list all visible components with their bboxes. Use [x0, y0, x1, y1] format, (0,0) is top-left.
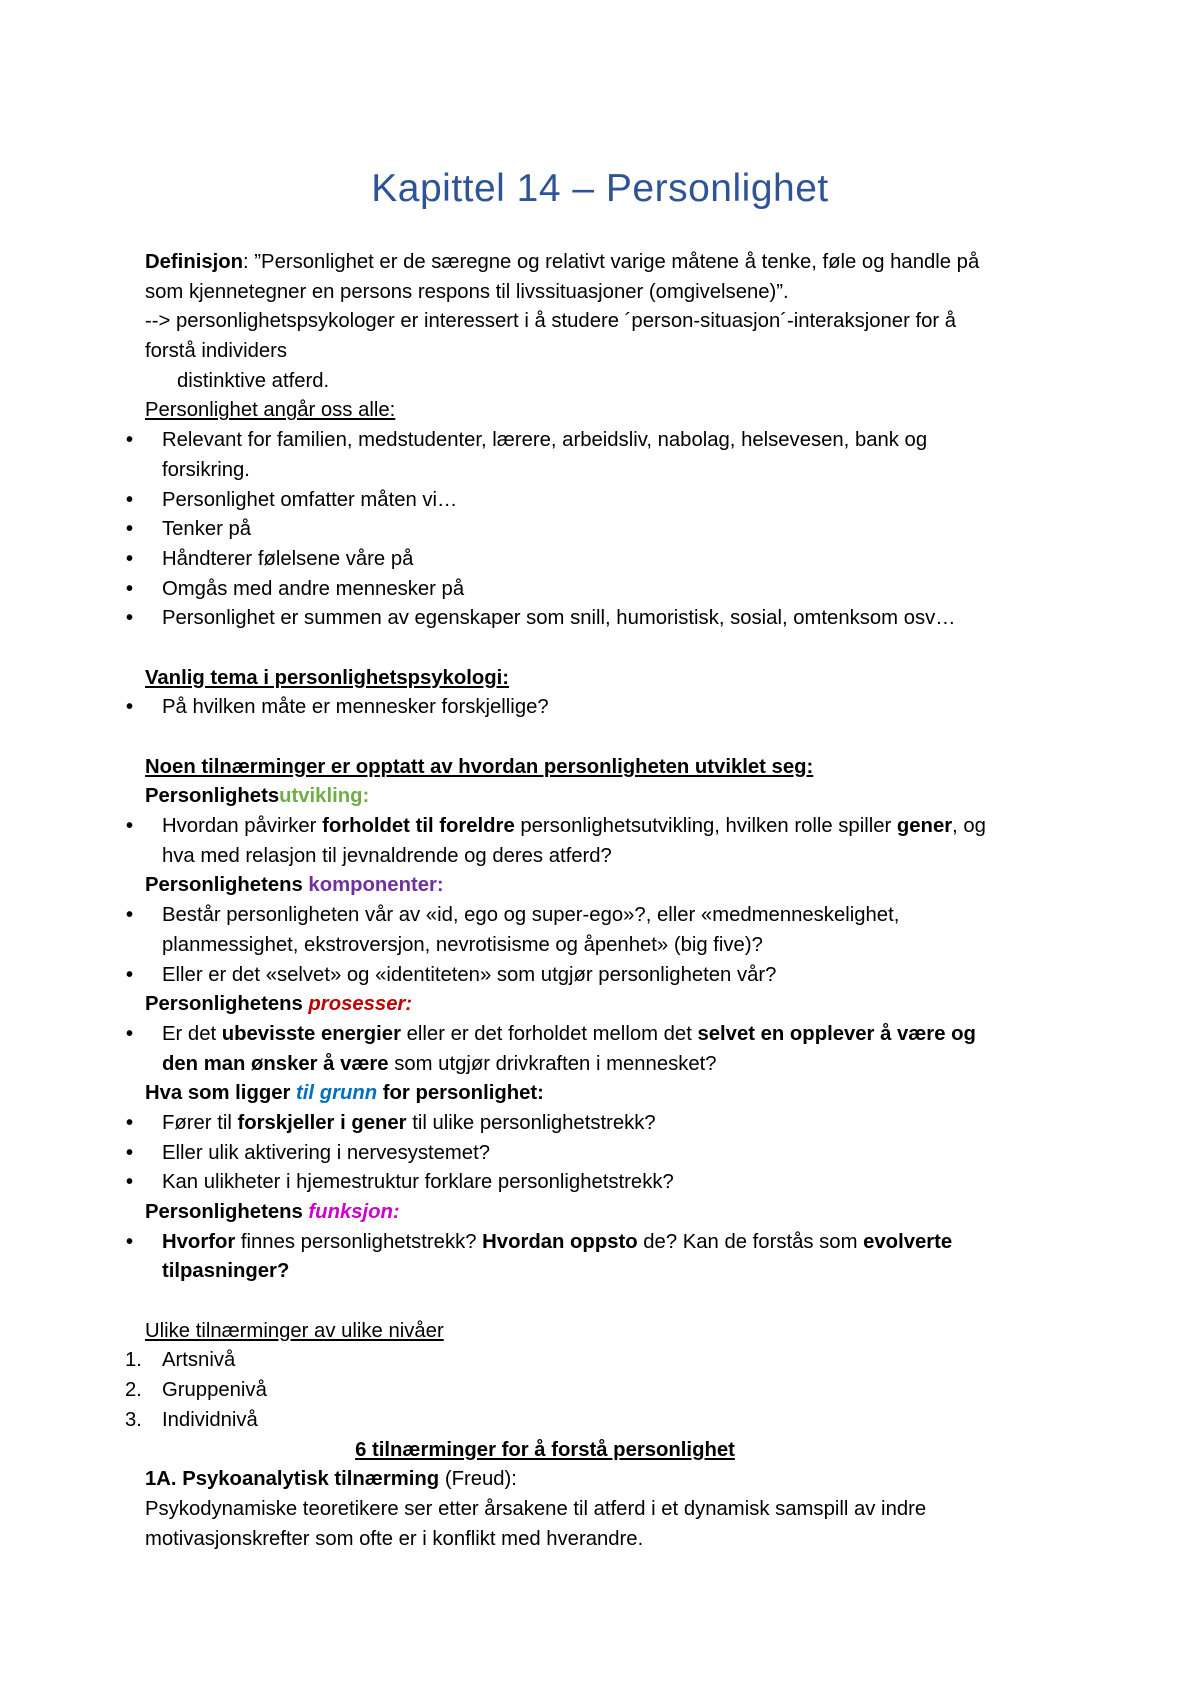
section-heading-tema: Vanlig tema i personlighetspsykologi: — [145, 666, 510, 689]
list-item: • Omgås med andre mennesker på — [145, 575, 1085, 605]
numbered-item: 1. Artsnivå — [125, 1349, 236, 1372]
list-item-continuation: tilpasninger? — [162, 1260, 290, 1283]
subheading-grunn: Hva som ligger til grunn for personlighet: — [145, 1082, 544, 1105]
section-heading-6-tilnaerminger: 6 tilnærminger for å forstå personlighet — [355, 1438, 735, 1461]
list-item-continuation: hva med relasjon til jevnaldrende og deres atferd? — [162, 844, 612, 867]
definition-line-1 — [145, 248, 1085, 278]
list-item-continuation: den man ønsker å være som utgjør drivkraften i mennesket? — [162, 1052, 717, 1075]
list-item: • Personlighet er summen av egenskaper som snill, humoristisk, sosial, omtenksom osv… — [145, 604, 1085, 634]
list-item-continuation: planmessighet, ekstroversjon, nevrotisisme og åpenhet» (big five)? — [162, 933, 763, 956]
definition-line-5: distinktive atferd. — [177, 369, 330, 392]
list-item: • Tenker på — [145, 515, 1085, 545]
section-heading-alle: Personlighet angår oss alle: — [145, 399, 396, 422]
bullet-icon: • — [126, 1230, 134, 1253]
definition-line-4: forstå individers — [145, 340, 288, 363]
bullet-icon: • — [126, 518, 134, 541]
list-item: • Håndterer følelsene våre på — [145, 545, 1085, 575]
document-body — [125, 248, 1085, 1554]
paragraph-line: Psykodynamiske teoretikere ser etter årsakene til atferd i et dynamisk samspill av indre — [145, 1497, 927, 1520]
list-item: • På hvilken måte er mennesker forskjellige? — [145, 693, 1085, 723]
definition-label: Definisjon — [145, 251, 244, 273]
bullet-icon: • — [126, 1022, 134, 1045]
definition-line-2: som kjennetegner en persons respons til livssituasjoner (omgivelsene)”. — [145, 280, 789, 303]
list-item: • Personlighet omfatter måten vi… — [145, 486, 1085, 516]
subheading-funksjon: Personlighetens funksjon: — [145, 1201, 400, 1223]
subheading-psykoanalytisk: 1A. Psykoanalytisk tilnærming (Freud): — [145, 1468, 517, 1491]
numbered-item: 2. Gruppenivå — [125, 1379, 267, 1402]
bullet-icon: • — [126, 488, 134, 511]
bullet-icon: • — [126, 963, 134, 986]
bullet-icon: • — [126, 815, 134, 838]
list-item: • Relevant for familien, medstudenter, lærere, arbeidsliv, nabolag, helsevesen, bank og — [145, 426, 1085, 456]
definition-text-1: : ”Personlighet er de særegne og relativt varige måtene å tenke, føle og handle på — [243, 251, 980, 273]
bullet-icon: • — [126, 607, 134, 630]
subheading-prosesser: Personlighetens prosesser: — [145, 993, 413, 1016]
bullet-icon: • — [126, 696, 134, 719]
bullet-icon: • — [126, 1141, 134, 1164]
bullet-icon: • — [126, 1111, 134, 1134]
list-item: • Er det ubevisste energier eller er det forholdet mellom det selvet en opplever å være og — [145, 1020, 1085, 1050]
spacer — [145, 634, 1085, 664]
list-item: • Hvordan påvirker forholdet til foreldre personlighetsutvikling, hvilken rolle spiller gener, og — [145, 812, 1085, 842]
section-heading-tilnaerminger: Noen tilnærminger er opptatt av hvordan personligheten utviklet seg: — [145, 755, 814, 778]
list-item: • Hvorfor finnes personlighetstrekk? Hvordan oppsto de? Kan de forstås som evolverte — [145, 1228, 1085, 1258]
page-title: Kapittel 14 – Personlighet — [371, 167, 829, 210]
list-item: • Eller ulik aktivering i nervesystemet? — [145, 1139, 1085, 1169]
bullet-icon: • — [126, 547, 134, 570]
subheading-komponenter: Personlighetens komponenter: — [145, 874, 444, 897]
bullet-icon: • — [126, 429, 134, 452]
bullet-icon: • — [126, 904, 134, 927]
subheading-utvikling: Personlighetsutvikling: — [145, 785, 370, 808]
numbered-item: 3. Individnivå — [125, 1408, 258, 1431]
list-item: • Fører til forskjeller i gener til ulike personlighetstrekk? — [145, 1109, 1085, 1139]
bullet-icon: • — [126, 1171, 134, 1194]
definition-line-3: --> personlighetspsykologer er interessert i å studere ´person-situasjon´-interaksjoner for å — [145, 310, 957, 333]
bullet-icon: • — [126, 577, 134, 600]
spacer — [145, 1287, 1085, 1317]
list-item: • Består personligheten vår av «id, ego og super-ego»?, eller «medmenneskelighet, — [145, 901, 1085, 931]
list-item: • Kan ulikheter i hjemestruktur forklare personlighetstrekk? — [145, 1168, 1085, 1198]
spacer — [145, 723, 1085, 753]
paragraph-line: motivasjonskrefter som ofte er i konflikt med hverandre. — [145, 1527, 644, 1550]
list-item: • Eller er det «selvet» og «identiteten» som utgjør personligheten vår? — [145, 961, 1085, 991]
section-heading-nivaer: Ulike tilnærminger av ulike nivåer — [145, 1319, 444, 1342]
list-item-continuation: forsikring. — [162, 458, 250, 481]
